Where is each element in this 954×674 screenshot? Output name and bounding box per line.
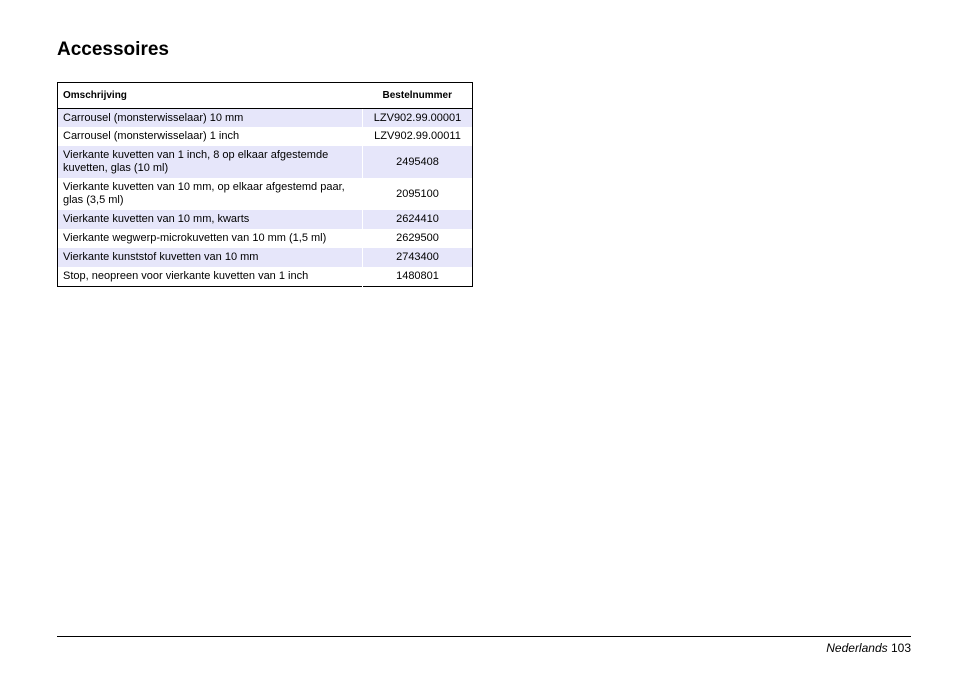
row-description: Vierkante kunststof kuvetten van 10 mm [58,248,363,267]
row-order-number: 2629500 [363,229,473,248]
table-row [58,127,473,146]
row-order-number: 2743400 [363,248,473,267]
row-order-number: 1480801 [363,267,473,287]
page-footer [826,641,911,656]
row-order-number: 2624410 [363,210,473,229]
row-description: Stop, neopreen voor vierkante kuvetten van 1 inch [63,270,309,282]
row-order-number: LZV902.99.00001 [363,109,473,128]
row-order-number: 2495408 [363,146,473,178]
table-row [58,248,473,267]
column-header-order-number: Bestelnummer [363,83,473,109]
row-order-number: LZV902.99.00011 [363,127,473,146]
row-description: Vierkante kuvetten van 10 mm, op elkaar afgestemd paar, glas (3,5 ml) [63,181,345,206]
table-row [58,229,473,248]
row-description: Carrousel (monsterwisselaar) 10 mm [58,109,363,128]
table-header-row [58,83,473,109]
table-row [58,210,473,229]
table-row [58,178,473,210]
row-order-number: 2095100 [363,178,473,210]
footer-language: Nederlands [826,641,888,655]
column-header-description: Omschrijving [58,83,363,109]
accessories-table [57,82,473,287]
row-description: Vierkante wegwerp-microkuvetten van 10 mm (1,5 ml) [63,232,327,244]
page-title: Accessoires [57,39,169,60]
table-row [58,146,473,178]
table-row [58,109,473,128]
row-description: Vierkante kuvetten van 1 inch, 8 op elkaar afgestemde kuvetten, glas (10 ml) [58,146,363,178]
table-row [58,267,473,287]
footer-page-number: 103 [890,641,911,655]
footer-divider [57,636,911,637]
row-description: Vierkante kuvetten van 10 mm, kwarts [58,210,363,229]
row-description: Carrousel (monsterwisselaar) 1 inch [63,130,240,142]
